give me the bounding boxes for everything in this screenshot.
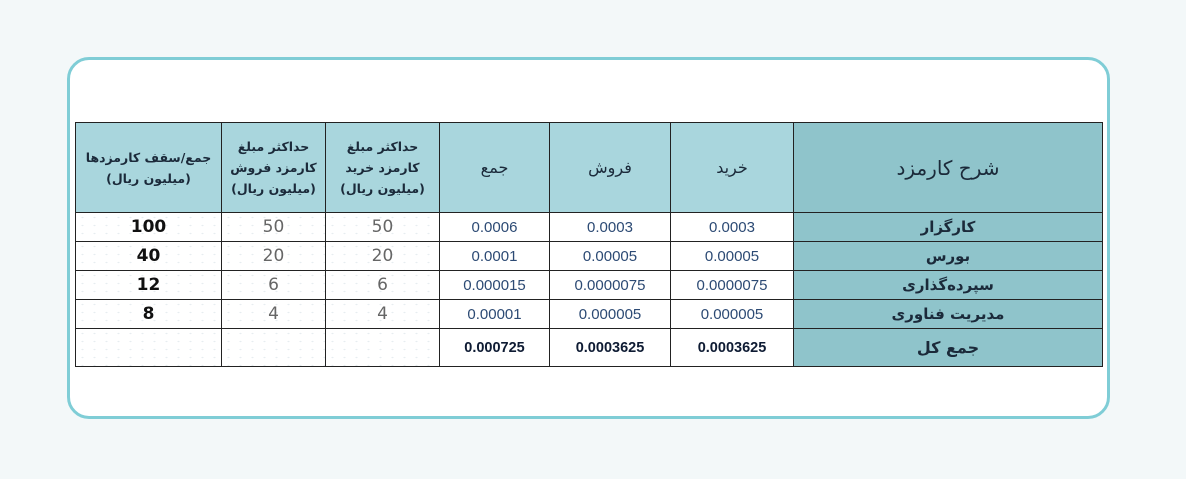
header-max-sell: حداکثر مبلغ کارمزد فروش (میلیون ریال) — [222, 123, 326, 213]
cell-buy: 0.0003 — [671, 213, 794, 242]
cell-cap: 8 — [76, 300, 222, 329]
header-buy: خرید — [671, 123, 794, 213]
table-row — [76, 242, 1103, 271]
cell-total: 0.000015 — [440, 271, 550, 300]
header-total: جمع — [440, 123, 550, 213]
header-row — [76, 123, 1103, 213]
cell-max-sell: 20 — [222, 242, 326, 271]
cell-max-sell: 50 — [222, 213, 326, 242]
cell-max-buy: 4 — [326, 300, 440, 329]
row-label: سپرده‌گذاری — [794, 271, 1103, 300]
cell-sell: 0.000005 — [550, 300, 671, 329]
row-label: بورس — [794, 242, 1103, 271]
cell-cap: 40 — [76, 242, 222, 271]
header-max-buy: حداکثر مبلغ کارمزد خرید (میلیون ریال) — [326, 123, 440, 213]
cell-sell: 0.0000075 — [550, 271, 671, 300]
grand-total-label: جمع کل — [794, 329, 1103, 367]
cell-total: 0.0006 — [440, 213, 550, 242]
cell-total: 0.0001 — [440, 242, 550, 271]
empty-cell — [76, 329, 222, 367]
cell-max-buy: 6 — [326, 271, 440, 300]
cell-max-buy: 50 — [326, 213, 440, 242]
cell-buy: 0.00005 — [671, 242, 794, 271]
cell-cap: 100 — [76, 213, 222, 242]
empty-cell — [222, 329, 326, 367]
cell-max-sell: 6 — [222, 271, 326, 300]
cell-max-buy: 20 — [326, 242, 440, 271]
row-label: کارگزار — [794, 213, 1103, 242]
table-row — [76, 213, 1103, 242]
cell-sell: 0.0003 — [550, 213, 671, 242]
table-row — [76, 300, 1103, 329]
row-label: مدیریت فناوری — [794, 300, 1103, 329]
header-description: شرح کارمزد — [794, 123, 1103, 213]
cell-buy: 0.000005 — [671, 300, 794, 329]
header-sell: فروش — [550, 123, 671, 213]
table-row — [76, 271, 1103, 300]
grand-total-total: 0.000725 — [440, 329, 550, 367]
header-cap: جمع/سقف کارمزدها (میلیون ریال) — [76, 123, 222, 213]
cell-total: 0.00001 — [440, 300, 550, 329]
grand-total-buy: 0.0003625 — [671, 329, 794, 367]
empty-cell — [326, 329, 440, 367]
cell-sell: 0.00005 — [550, 242, 671, 271]
cell-max-sell: 4 — [222, 300, 326, 329]
grand-total-sell: 0.0003625 — [550, 329, 671, 367]
fee-table — [75, 122, 1103, 367]
cell-cap: 12 — [76, 271, 222, 300]
grand-total-row — [76, 329, 1103, 367]
cell-buy: 0.0000075 — [671, 271, 794, 300]
